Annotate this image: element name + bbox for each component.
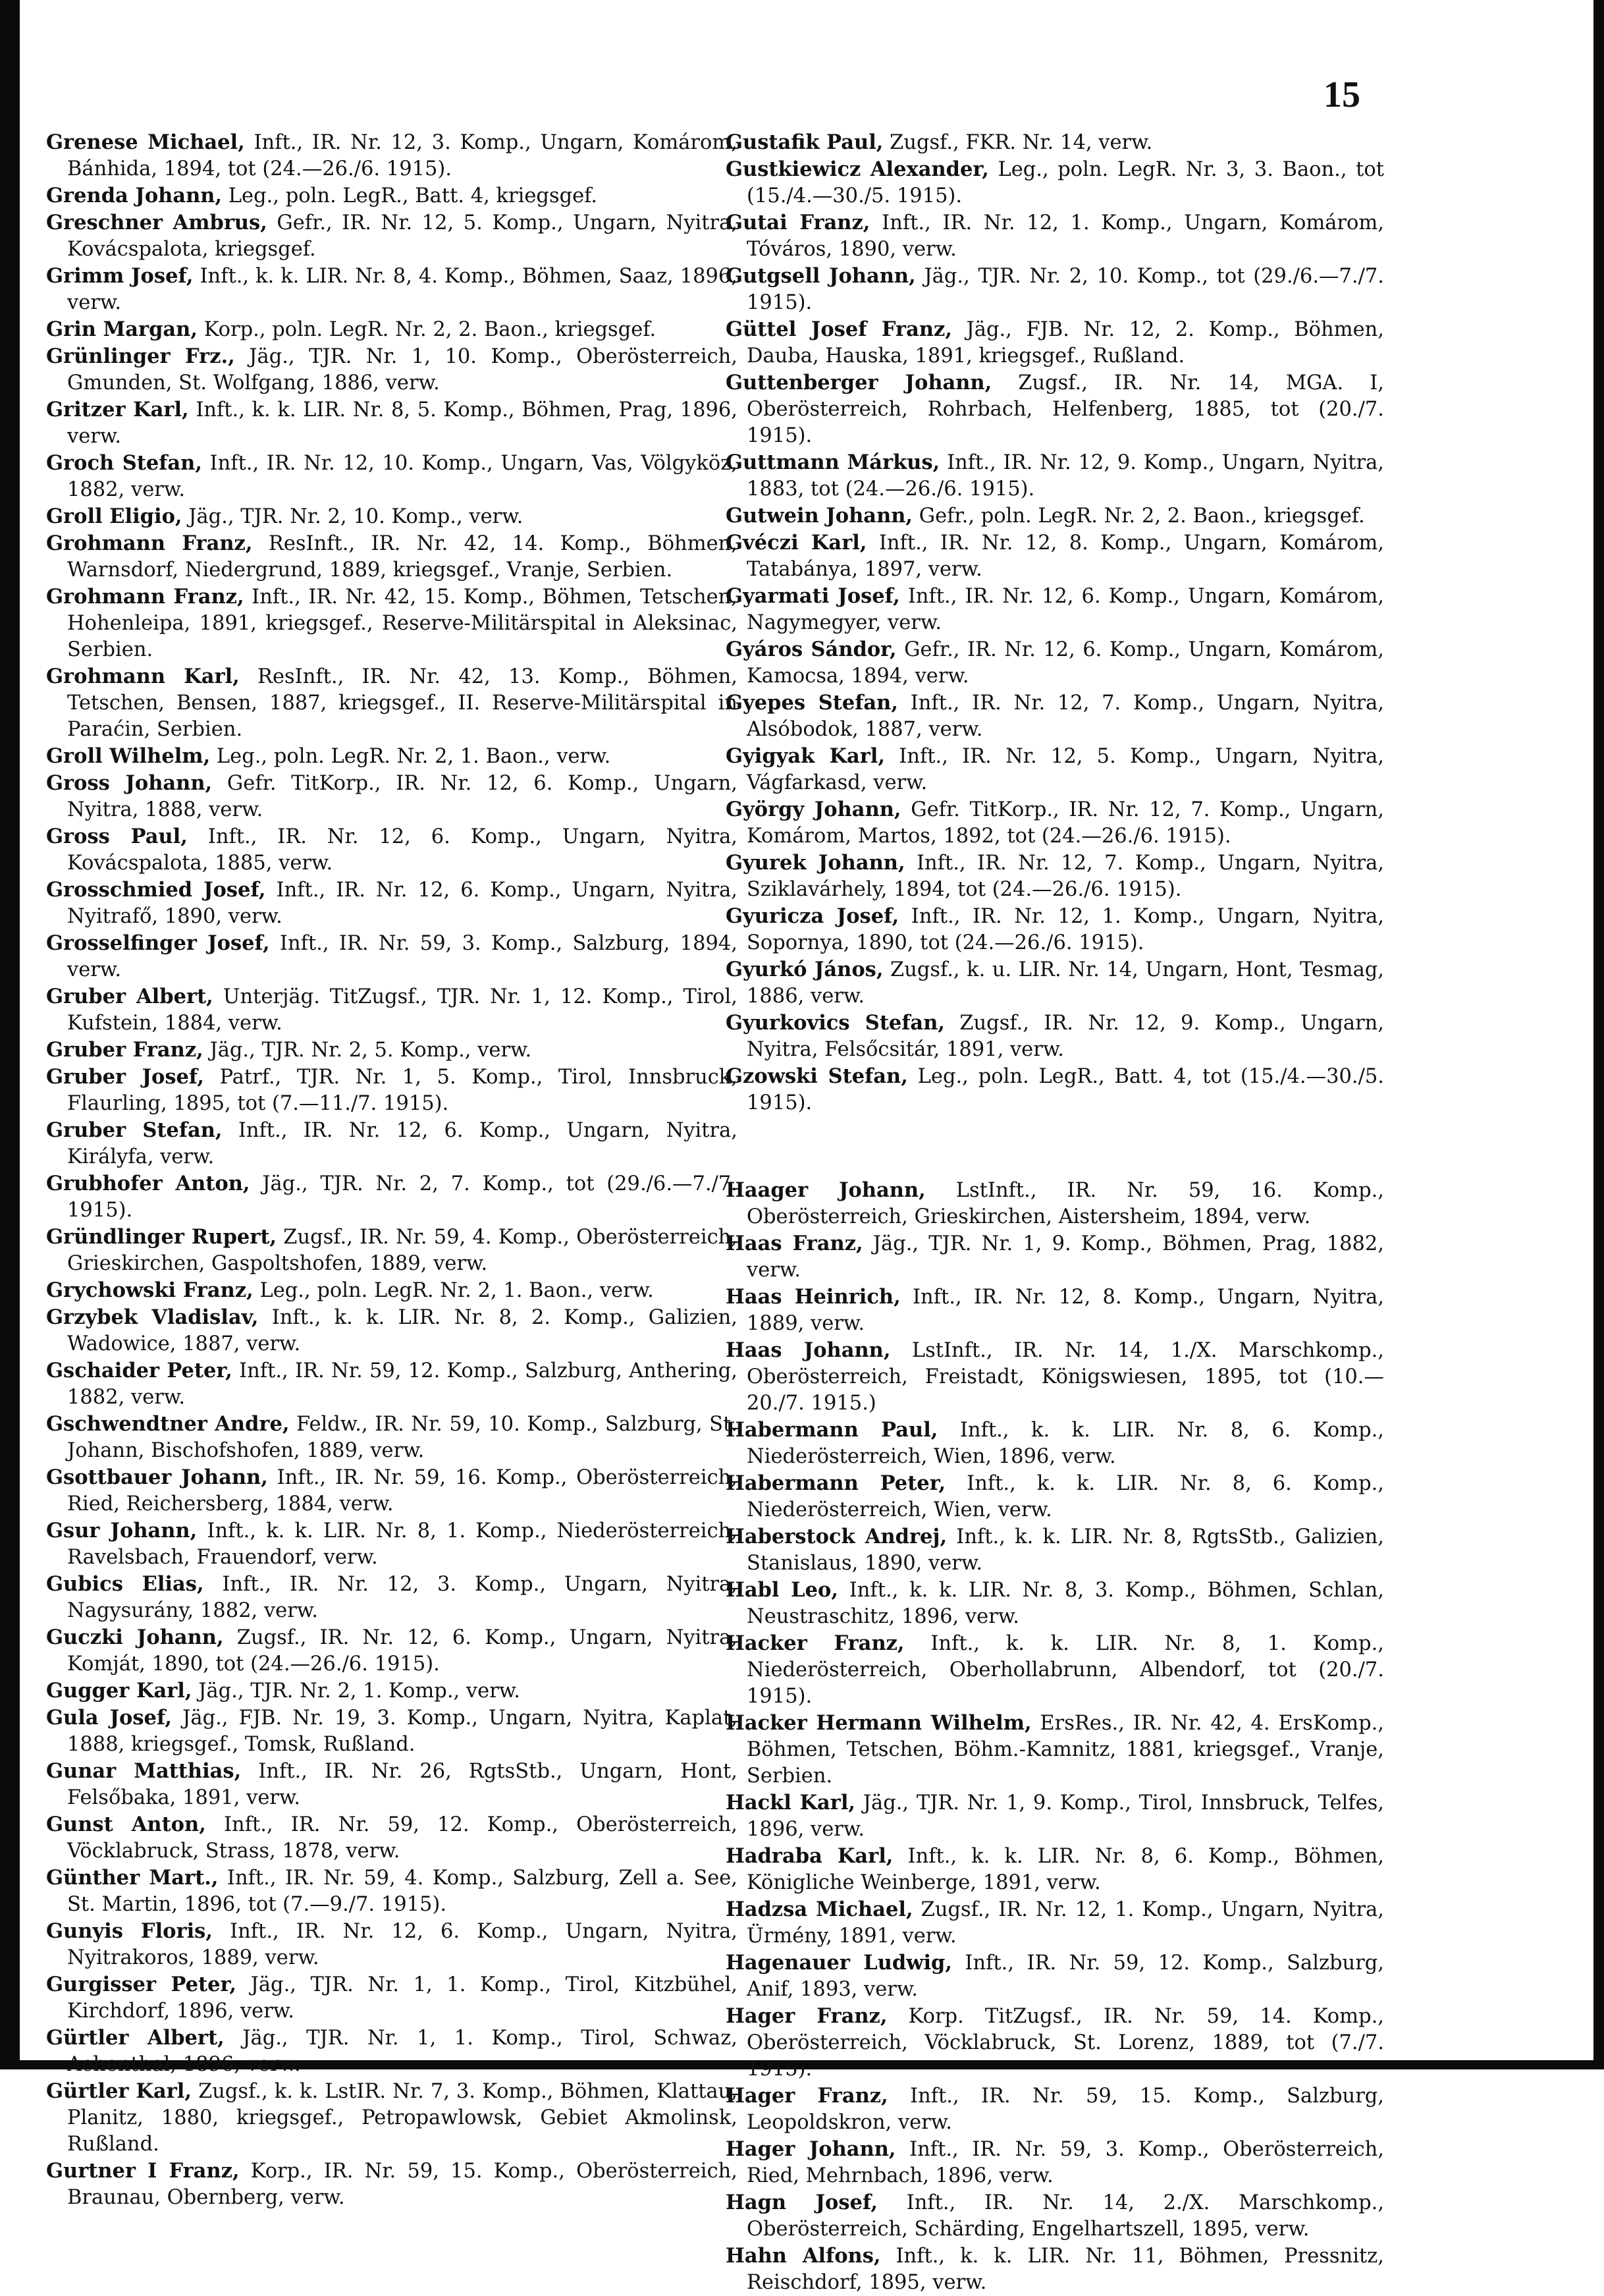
entry-name: Hacker Hermann Wilhelm, xyxy=(726,1711,1032,1735)
entry-name: Gürtler Albert, xyxy=(46,2026,225,2050)
entry-name: Gross Johann, xyxy=(46,771,213,795)
entry-details: Inft., IR. Nr. 59, 16. Komp., Oberösterreich, Ried, Reichersberg, 1884, verw. xyxy=(67,1466,738,1516)
entry-name: Guttenberger Johann, xyxy=(726,371,992,395)
entry-details: Jäg., FJB. Nr. 19, 3. Komp., Ungarn, Nyitra, Kaplat, 1888, kriegsgef., Tomsk, Rußland. xyxy=(67,1707,738,1756)
entry-details: Inft., IR. Nr. 12, 1. Komp., Ungarn, Nyitra, Sopornya, 1890, tot (24.—26./6. 1915). xyxy=(747,905,1384,954)
list-entry xyxy=(726,796,1384,850)
list-entry xyxy=(46,930,737,983)
entry-name: Gruber Albert, xyxy=(46,985,213,1008)
entry-name: Gsur Johann, xyxy=(46,1519,198,1543)
list-entry xyxy=(46,182,737,209)
entry-details: Inft., IR. Nr. 59, 12. Komp., Salzburg, Anif, 1893, verw. xyxy=(747,1952,1384,2001)
entry-name: Habl Leo, xyxy=(726,1578,838,1602)
entry-name: Gruber Josef, xyxy=(46,1065,204,1089)
entry-name: Grünlinger Frz., xyxy=(46,344,235,368)
list-entry xyxy=(726,850,1384,903)
list-entry xyxy=(46,209,737,263)
right-column-h-entries xyxy=(726,1177,1384,2296)
list-entry xyxy=(726,449,1384,503)
entry-details: Inft., IR. Nr. 26, RgtsStb., Ungarn, Hont, Felsőbaka, 1891, verw. xyxy=(67,1760,737,1809)
entry-name: Gürtler Karl, xyxy=(46,2079,192,2103)
list-entry xyxy=(46,1918,737,1971)
entry-details: Jäg., TJR. Nr. 2, 5. Komp., verw. xyxy=(209,1039,532,1062)
list-entry xyxy=(46,503,737,530)
entry-name: Gritzer Karl, xyxy=(46,398,189,422)
entry-name: Gschaider Peter, xyxy=(46,1359,232,1382)
entry-name: Gyurek Johann, xyxy=(726,851,905,875)
entry-name: Hagn Josef, xyxy=(726,2191,878,2214)
entry-details: Jäg., TJR. Nr. 1, 1. Komp., Tirol, Kitzbühel, Kirchdorf, 1896, verw. xyxy=(67,1973,737,2023)
entry-name: Habermann Paul, xyxy=(726,1418,938,1442)
list-entry xyxy=(46,1678,737,1705)
entry-details: Inft., k. k. LIR. Nr. 8, 6. Komp., Böhmen, Königliche Weinberge, 1891, verw. xyxy=(747,1845,1384,1894)
list-entry xyxy=(46,263,737,316)
entry-name: Hahn Alfons, xyxy=(726,2244,881,2268)
list-entry xyxy=(726,2083,1384,2136)
entry-details: Leg., poln. LegR. Nr. 3, 3. Baon., tot (15./4.—30./5. 1915). xyxy=(747,158,1385,207)
entry-details: Inft., IR. Nr. 12, 8. Komp., Ungarn, Nyitra, 1889, verw. xyxy=(747,1286,1384,1335)
entry-details: Inft., IR. Nr. 12, 6. Komp., Ungarn, Nyitra, Kovácspalota, 1885, verw. xyxy=(67,825,737,875)
entry-name: Groll Eligio, xyxy=(46,505,182,528)
list-entry xyxy=(46,1571,737,1624)
list-entry xyxy=(726,1284,1384,1337)
list-entry xyxy=(726,1790,1384,1843)
entry-details: Patrf., TJR. Nr. 1, 5. Komp., Tirol, Innsbruck, Flaurling, 1895, tot (7.—11./7. 1915). xyxy=(67,1066,737,1115)
entry-details: Inft., k. k. LIR. Nr. 8, 1. Komp., Niederösterreich, Oberhollabrunn, Albendorf, tot (20./7. 1915). xyxy=(747,1632,1384,1708)
entry-name: Gyuricza Josef, xyxy=(726,904,899,928)
entry-details: Jäg., TJR. Nr. 1, 1. Komp., Tirol, Schwaz, Achenthal, 1896, verw. xyxy=(67,2027,737,2076)
entry-details: Inft., IR. Nr. 12, 9. Komp., Ungarn, Nyitra, 1883, tot (24.—26./6. 1915). xyxy=(747,451,1384,501)
list-entry xyxy=(46,1117,737,1170)
entry-details: Korp. TitZugsf., IR. Nr. 59, 14. Komp., Oberösterreich, Vöcklabruck, St. Lorenz, 1889, tot (7./7. 1915). xyxy=(747,2005,1384,2081)
entry-details: Inft., IR. Nr. 59, 12. Komp., Oberösterreich, Vöcklabruck, Strass, 1878, verw. xyxy=(67,1813,738,1863)
entry-name: Haas Franz, xyxy=(726,1232,863,1255)
entry-name: Greschner Ambrus, xyxy=(46,211,267,234)
entry-name: Guczki Johann, xyxy=(46,1626,224,1649)
entry-name: Grzybek Vladislav, xyxy=(46,1305,259,1329)
entry-name: Gurtner I Franz, xyxy=(46,2159,240,2183)
entry-name: Gustafik Paul, xyxy=(726,130,884,154)
list-entry xyxy=(46,316,737,343)
entry-details: Inft., IR. Nr. 14, 2./X. Marschkomp., Oberösterreich, Schärding, Engelhartszell, 1895, verw. xyxy=(747,2191,1385,2241)
entry-name: Grin Margan, xyxy=(46,317,198,341)
list-entry xyxy=(46,1624,737,1678)
left-column xyxy=(46,129,737,2211)
entry-name: Grychowski Franz, xyxy=(46,1278,254,1302)
entry-details: Zugsf., IR. Nr. 12, 6. Komp., Ungarn, Nyitra, Komját, 1890, tot (24.—26./6. 1915). xyxy=(67,1626,737,1676)
list-entry xyxy=(46,1304,737,1357)
list-entry xyxy=(46,983,737,1037)
entry-details: Inft., IR. Nr. 12, 3. Komp., Ungarn, Nyitra, Nagysurány, 1882, verw. xyxy=(67,1573,737,1622)
list-entry xyxy=(46,1411,737,1464)
entry-details: Gefr., IR. Nr. 12, 5. Komp., Ungarn, Nyitra, Kovácspalota, kriegsgef. xyxy=(67,211,737,261)
entry-details: Zugsf., IR. Nr. 59, 4. Komp., Oberösterreich, Grieskirchen, Gaspoltshofen, 1889, verw. xyxy=(67,1226,737,1275)
list-entry xyxy=(726,903,1384,956)
entry-details: Jäg., FJB. Nr. 12, 2. Komp., Böhmen, Dauba, Hauska, 1891, kriegsgef., Rußland. xyxy=(747,318,1384,368)
entry-name: Grenese Michael, xyxy=(46,130,245,154)
list-entry xyxy=(726,956,1384,1010)
entry-details: Inft., k. k. LIR. Nr. 8, 3. Komp., Böhmen, Schlan, Neustraschitz, 1896, verw. xyxy=(747,1579,1384,1628)
entry-name: Gründlinger Rupert, xyxy=(46,1225,277,1249)
entry-name: Hager Johann, xyxy=(726,2137,896,2161)
entry-name: Gyarmati Josef, xyxy=(726,584,900,608)
entry-details: Leg., poln. LegR., Batt. 4, kriegsgef. xyxy=(228,184,598,207)
list-entry xyxy=(46,1357,737,1411)
list-entry xyxy=(726,263,1384,316)
entry-name: Gross Paul, xyxy=(46,825,188,848)
entry-details: Jäg., TJR. Nr. 2, 7. Komp., tot (29./6.—7./7. 1915). xyxy=(67,1172,737,1222)
list-entry xyxy=(46,1758,737,1811)
list-entry xyxy=(46,823,737,877)
list-entry xyxy=(726,1896,1384,1950)
entry-details: Inft., IR. Nr. 12, 10. Komp., Ungarn, Vas, Völgyköz, 1882, verw. xyxy=(67,452,737,501)
list-entry xyxy=(46,1811,737,1865)
list-entry xyxy=(726,1337,1384,1417)
entry-details: Jäg., TJR. Nr. 2, 10. Komp., verw. xyxy=(188,505,523,528)
list-entry xyxy=(726,503,1384,530)
list-entry xyxy=(726,1843,1384,1896)
list-entry xyxy=(726,2189,1384,2243)
entry-name: Hadzsa Michael, xyxy=(726,1898,913,1921)
list-entry xyxy=(726,530,1384,583)
entry-details: Inft., k. k. LIR. Nr. 8, RgtsStb., Galizien, Stanislaus, 1890, verw. xyxy=(747,1525,1384,1575)
entry-name: Hacker Franz, xyxy=(726,1631,905,1655)
entry-name: Güttel Josef Franz, xyxy=(726,317,952,341)
list-entry xyxy=(726,1630,1384,1710)
entry-name: Grosschmied Josef, xyxy=(46,878,266,902)
list-entry xyxy=(726,1950,1384,2003)
entry-name: György Johann, xyxy=(726,798,901,821)
entry-details: Inft., k. k. LIR. Nr. 8, 4. Komp., Böhmen, Saaz, 1896, verw. xyxy=(67,265,737,314)
list-entry xyxy=(726,636,1384,690)
entry-name: Gugger Karl, xyxy=(46,1679,192,1703)
list-entry xyxy=(726,156,1384,209)
list-entry xyxy=(46,743,737,770)
entry-details: Inft., k. k. LIR. Nr. 8, 5. Komp., Böhmen, Prag, 1896, verw. xyxy=(67,398,738,448)
entry-name: Gunar Matthias, xyxy=(46,1759,242,1783)
entry-details: Inft., IR. Nr. 59, 15. Komp., Salzburg, Leopoldskron, verw. xyxy=(747,2085,1384,2134)
entry-name: Gurgisser Peter, xyxy=(46,1973,237,1996)
entry-name: Grosselfinger Josef, xyxy=(46,931,270,955)
list-entry xyxy=(46,1705,737,1758)
page-number: 15 xyxy=(1323,74,1360,115)
list-entry xyxy=(46,530,737,584)
entry-details: Inft., IR. Nr. 59, 4. Komp., Salzburg, Zell a. See, St. Martin, 1896, tot (7.—9./7. 1915). xyxy=(67,1867,737,1916)
entry-details: Inft., IR. Nr. 42, 15. Komp., Böhmen, Tetschen, Hohenleipa, 1891, kriegsgef., Reserve-Militärspital in Aleksinac, Serbien. xyxy=(67,586,738,661)
list-entry xyxy=(726,1230,1384,1284)
list-entry xyxy=(46,1517,737,1571)
entry-name: Gyurkovics Stefan, xyxy=(726,1011,945,1035)
list-entry xyxy=(46,343,737,396)
list-entry xyxy=(46,1170,737,1224)
entry-name: Hagenauer Ludwig, xyxy=(726,1951,952,1975)
entry-name: Gyepes Stefan, xyxy=(726,691,898,715)
entry-details: LstInft., IR. Nr. 14, 1./X. Marschkomp., Oberösterreich, Freistadt, Königswiesen, 1895, tot (10.—20./7. 1915.) xyxy=(747,1339,1384,1415)
entry-details: Inft., IR. Nr. 12, 5. Komp., Ungarn, Nyitra, Vágfarkasd, verw. xyxy=(747,745,1385,794)
entry-details: Inft., IR. Nr. 12, 1. Komp., Ungarn, Komárom, Tóváros, 1890, verw. xyxy=(747,211,1384,261)
entry-name: Gyurkó János, xyxy=(726,958,884,981)
entry-name: Hager Franz, xyxy=(726,2004,888,2028)
entry-name: Hackl Karl, xyxy=(726,1791,856,1815)
entry-name: Gunst Anton, xyxy=(46,1813,206,1836)
entry-name: Gunyis Floris, xyxy=(46,1919,213,1943)
list-entry xyxy=(726,583,1384,636)
entry-details: Inft., IR. Nr. 12, 8. Komp., Ungarn, Komárom, Tatabánya, 1897, verw. xyxy=(747,532,1384,581)
list-entry xyxy=(46,450,737,503)
entry-details: Inft., IR. Nr. 59, 3. Komp., Oberösterreich, Ried, Mehrnbach, 1896, verw. xyxy=(747,2138,1385,2187)
entry-details: Inft., k. k. LIR. Nr. 8, 2. Komp., Galizien, Wadowice, 1887, verw. xyxy=(67,1306,737,1355)
entry-details: ResInft., IR. Nr. 42, 14. Komp., Böhmen, Warnsdorf, Niedergrund, 1889, kriegsgef., Vranje, Serbien. xyxy=(67,532,738,582)
list-entry xyxy=(46,2158,737,2211)
entry-details: Jäg., TJR. Nr. 1, 10. Komp., Oberösterreich, Gmunden, St. Wolfgang, 1886, verw. xyxy=(67,345,737,395)
entry-name: Hadraba Karl, xyxy=(726,1844,894,1868)
list-entry xyxy=(726,1010,1384,1063)
list-entry xyxy=(726,1470,1384,1523)
list-entry xyxy=(46,129,737,182)
list-entry xyxy=(46,1224,737,1277)
entry-name: Gustkiewicz Alexander, xyxy=(726,157,989,181)
entry-details: Leg., poln. LegR. Nr. 2, 1. Baon., verw. xyxy=(259,1279,654,1302)
entry-details: Inft., IR. Nr. 12, 6. Komp., Ungarn, Nyitra, Királyfa, verw. xyxy=(67,1119,738,1168)
list-entry xyxy=(726,2136,1384,2189)
entry-details: Jäg., TJR. Nr. 1, 9. Komp., Böhmen, Prag, 1882, verw. xyxy=(747,1232,1384,1282)
entry-details: Leg., poln. LegR. Nr. 2, 1. Baon., verw. xyxy=(216,745,611,768)
entry-details: Gefr., poln. LegR. Nr. 2, 2. Baon., kriegsgef. xyxy=(919,505,1365,528)
right-column-g-entries xyxy=(726,129,1384,1116)
entry-name: Gubics Elias, xyxy=(46,1572,204,1596)
entry-name: Grohmann Franz, xyxy=(46,585,244,609)
entry-name: Grubhofer Anton, xyxy=(46,1172,250,1195)
entry-name: Gzowski Stefan, xyxy=(726,1064,908,1088)
entry-details: Inft., k. k. LIR. Nr. 8, 6. Komp., Niederösterreich, Wien, verw. xyxy=(747,1472,1384,1521)
entry-details: Jäg., TJR. Nr. 1, 9. Komp., Tirol, Innsbruck, Telfes, 1896, verw. xyxy=(747,1791,1384,1841)
list-entry xyxy=(726,690,1384,743)
entry-details: ResInft., IR. Nr. 42, 13. Komp., Böhmen, Tetschen, Bensen, 1887, kriegsgef., II. Reserve-Militärspital in Paraćin, Serbien. xyxy=(67,665,738,741)
list-entry xyxy=(726,1177,1384,1230)
list-entry xyxy=(726,1417,1384,1470)
list-entry xyxy=(46,770,737,823)
entry-name: Gsottbauer Johann, xyxy=(46,1465,268,1489)
entry-details: Unterjäg. TitZugsf., TJR. Nr. 1, 12. Komp., Tirol, Kufstein, 1884, verw. xyxy=(67,985,737,1035)
entry-details: Zugsf., IR. Nr. 12, 1. Komp., Ungarn, Nyitra, Ürmény, 1891, verw. xyxy=(747,1898,1384,1948)
entry-name: Grenda Johann, xyxy=(46,184,223,207)
entry-details: Inft., k. k. LIR. Nr. 8, 1. Komp., Niederösterreich, Ravelsbach, Frauendorf, verw. xyxy=(67,1519,737,1569)
entry-name: Grohmann Karl, xyxy=(46,665,240,688)
entry-name: Gyigyak Karl, xyxy=(726,744,886,768)
entry-details: Zugsf., IR. Nr. 12, 9. Komp., Ungarn, Nyitra, Felsőcsitár, 1891, verw. xyxy=(747,1012,1385,1061)
entry-name: Gruber Franz, xyxy=(46,1038,203,1062)
entry-details: Zugsf., k. u. LIR. Nr. 14, Ungarn, Hont, Tesmag, 1886, verw. xyxy=(747,958,1385,1008)
list-entry xyxy=(726,129,1384,156)
entry-details: Inft., k. k. LIR. Nr. 11, Böhmen, Pressnitz, Reischdorf, 1895, verw. xyxy=(747,2245,1384,2294)
entry-details: Korp., IR. Nr. 59, 15. Komp., Oberösterreich, Braunau, Obernberg, verw. xyxy=(67,2160,737,2209)
entry-details: Inft., IR. Nr. 59, 12. Komp., Salzburg, Anthering, 1882, verw. xyxy=(67,1359,738,1409)
list-entry xyxy=(46,584,737,663)
list-entry xyxy=(726,1710,1384,1790)
list-entry xyxy=(46,396,737,450)
entry-name: Haas Johann, xyxy=(726,1338,891,1362)
list-entry xyxy=(46,1464,737,1517)
entry-details: Gefr. TitKorp., IR. Nr. 12, 6. Komp., Ungarn, Nyitra, 1888, verw. xyxy=(67,772,737,821)
entry-name: Haager Johann, xyxy=(726,1178,926,1202)
list-entry xyxy=(46,877,737,930)
entry-details: Korp., poln. LegR. Nr. 2, 2. Baon., kriegsgef. xyxy=(203,318,656,341)
list-entry xyxy=(46,1865,737,1918)
list-entry xyxy=(46,663,737,743)
entry-name: Groch Stefan, xyxy=(46,451,202,475)
list-entry xyxy=(46,2025,737,2078)
entry-details: Inft., IR. Nr. 59, 3. Komp., Salzburg, 1894, verw. xyxy=(67,932,738,981)
entry-name: Gutgsell Johann, xyxy=(726,264,916,288)
entry-details: Gefr., IR. Nr. 12, 6. Komp., Ungarn, Komárom, Kamocsa, 1894, verw. xyxy=(747,638,1384,688)
list-entry xyxy=(726,209,1384,263)
entry-name: Grohmann Franz, xyxy=(46,532,253,555)
entry-name: Haberstock Andrej, xyxy=(726,1525,948,1548)
list-entry xyxy=(46,1277,737,1304)
list-entry xyxy=(46,1971,737,2025)
entry-details: Leg., poln. LegR., Batt. 4, tot (15./4.—30./5. 1915). xyxy=(747,1065,1384,1114)
entry-details: Inft., IR. Nr. 12, 6. Komp., Ungarn, Nyitra, Nyitrakoros, 1889, verw. xyxy=(67,1920,737,1969)
entry-name: Guttmann Márkus, xyxy=(726,451,940,474)
entry-name: Gvéczi Karl, xyxy=(726,531,867,555)
list-entry xyxy=(726,2243,1384,2296)
right-column xyxy=(726,129,1384,2296)
list-entry xyxy=(726,369,1384,449)
list-entry xyxy=(46,2078,737,2158)
list-entry xyxy=(726,743,1384,796)
list-entry xyxy=(726,1063,1384,1116)
entry-name: Grimm Josef, xyxy=(46,264,194,288)
entry-details: Inft., IR. Nr. 12, 3. Komp., Ungarn, Komárom, Bánhida, 1894, tot (24.—26./6. 1915). xyxy=(67,131,737,180)
entry-name: Günther Mart., xyxy=(46,1866,219,1890)
entry-details: ErsRes., IR. Nr. 42, 4. ErsKomp., Böhmen, Tetschen, Böhm.-Kamnitz, 1881, kriegsgef., Vranje, Serbien. xyxy=(747,1712,1384,1788)
entry-name: Haas Heinrich, xyxy=(726,1285,901,1309)
list-entry xyxy=(726,1577,1384,1630)
list-entry xyxy=(46,1037,737,1064)
entry-name: Gyáros Sándor, xyxy=(726,638,897,661)
entry-name: Groll Wilhelm, xyxy=(46,744,211,768)
entry-details: Jäg., TJR. Nr. 2, 1. Komp., verw. xyxy=(198,1680,520,1703)
entry-name: Gutai Franz, xyxy=(726,211,870,234)
entry-details: Inft., IR. Nr. 12, 7. Komp., Ungarn, Nyitra, Sziklavárhely, 1894, tot (24.—26./6. 1915). xyxy=(747,852,1384,901)
entry-details: Inft., IR. Nr. 12, 7. Komp., Ungarn, Nyitra, Alsóbodok, 1887, verw. xyxy=(747,692,1384,741)
entry-details: Inft., k. k. LIR. Nr. 8, 6. Komp., Niederösterreich, Wien, 1896, verw. xyxy=(747,1419,1384,1468)
list-entry xyxy=(46,1064,737,1117)
scan-margin-right xyxy=(1593,0,1604,2069)
entry-details: Zugsf., FKR. Nr. 14, verw. xyxy=(890,131,1153,154)
list-entry xyxy=(726,316,1384,369)
entry-details: Feldw., IR. Nr. 59, 10. Komp., Salzburg, St. Johann, Bischofshofen, 1889, verw. xyxy=(67,1413,737,1462)
entry-details: Inft., IR. Nr. 12, 6. Komp., Ungarn, Nyitra, Nyitrafő, 1890, verw. xyxy=(67,879,737,928)
entry-name: Hager Franz, xyxy=(726,2084,888,2108)
entry-details: Jäg., TJR. Nr. 2, 10. Komp., tot (29./6.—7./7. 1915). xyxy=(747,265,1385,314)
scan-margin-left xyxy=(0,0,20,2069)
entry-details: Zugsf., k. k. LstIR. Nr. 7, 3. Komp., Böhmen, Klattau, Planitz, 1880, kriegsgef., Petropawlowsk, Gebiet Akmolinsk, Rußland. xyxy=(67,2080,737,2156)
section-gap xyxy=(726,1116,1384,1177)
list-entry xyxy=(726,1523,1384,1577)
entry-details: Inft., IR. Nr. 12, 6. Komp., Ungarn, Komárom, Nagymegyer, verw. xyxy=(747,585,1384,634)
entry-name: Gula Josef, xyxy=(46,1706,173,1730)
entry-details: Gefr. TitKorp., IR. Nr. 12, 7. Komp., Ungarn, Komárom, Martos, 1892, tot (24.—26./6. 1915). xyxy=(747,798,1385,848)
entry-details: LstInft., IR. Nr. 59, 16. Komp., Oberösterreich, Grieskirchen, Aistersheim, 1894, verw. xyxy=(747,1179,1384,1228)
entry-name: Gutwein Johann, xyxy=(726,504,913,528)
entry-name: Habermann Peter, xyxy=(726,1471,946,1495)
entry-name: Gschwendtner Andre, xyxy=(46,1412,290,1436)
list-entry xyxy=(726,2003,1384,2083)
entry-name: Gruber Stefan, xyxy=(46,1118,223,1142)
entry-details: Zugsf., IR. Nr. 14, MGA. I, Oberösterreich, Rohrbach, Helfenberg, 1885, tot (20./7. 1915). xyxy=(747,371,1384,447)
